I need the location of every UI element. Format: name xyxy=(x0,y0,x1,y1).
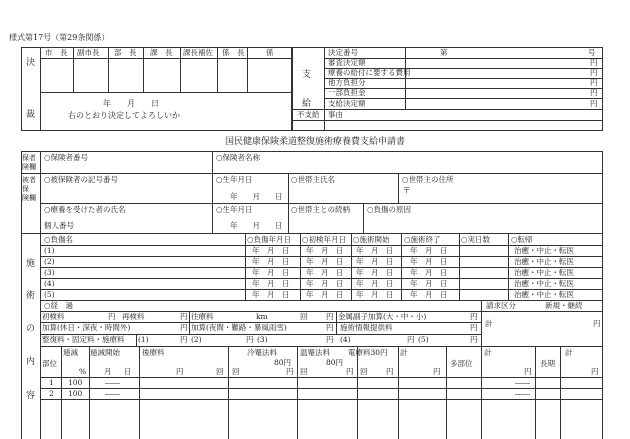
claim-category-label: 請求区分 xyxy=(486,301,516,310)
fee-label: 加算(休日・深夜・時間外) xyxy=(42,323,131,332)
injury-header-start: ○施術開始 xyxy=(353,235,390,244)
day-sub: 日 xyxy=(124,367,132,376)
detail-row-number: 1 xyxy=(49,378,54,387)
householder-name-label: ○世帯主氏名 xyxy=(291,175,336,184)
detail-row-dash: ―― xyxy=(515,389,530,398)
sejutsu-side-char: 容 xyxy=(26,391,36,401)
end-date: 年 月 日 xyxy=(410,268,448,277)
fee-total-unit: 円 xyxy=(593,319,601,328)
injury-header-end: ○施術終了 xyxy=(404,235,441,244)
patient-birth-date: 年 月 日 xyxy=(230,221,283,230)
sejutsu-side-char: 施 xyxy=(26,259,36,269)
detail-header-subtotal: 計 xyxy=(400,348,408,357)
detail-row-percent: 100 xyxy=(68,378,83,387)
fee-label: (5) xyxy=(418,335,429,344)
subtotal3-yen: 円 xyxy=(591,367,599,376)
detail-header-part: 部位 xyxy=(42,359,57,368)
form-id: 様式第17号（第29条関係） xyxy=(9,33,110,42)
fee-unit: 回 xyxy=(300,312,308,321)
subtotal-yen: 円 xyxy=(433,367,441,376)
detail-header-subtotal-3: 計 xyxy=(565,348,573,357)
insurer-name-label: ○保険者名称 xyxy=(216,153,261,162)
role-deputy-mayor: 副市長 xyxy=(77,48,100,57)
warm-80-unit: 80円 xyxy=(326,358,344,367)
role-director: 部 長 xyxy=(114,48,137,57)
role-unit-chief: 係 長 xyxy=(222,48,245,57)
cold-80-unit: 80円 xyxy=(274,358,292,367)
sejutsu-side-char: の xyxy=(26,324,36,334)
detail-row-dash: ―― xyxy=(515,378,530,387)
aftercare-yen: 円 xyxy=(176,367,184,376)
fee-label: (2) xyxy=(191,335,202,344)
injury-date: 年 月 日 xyxy=(252,246,290,255)
fee-label: 整復料・固定料・施療料 xyxy=(42,335,125,344)
fee-unit: 円 xyxy=(326,312,334,321)
postal-mark: 〒 xyxy=(403,186,411,195)
subtotal2-yen: 円 xyxy=(524,367,532,376)
outcome-options: 治癒・中止・転医 xyxy=(514,257,574,266)
role-mayor: 市 長 xyxy=(45,48,68,57)
detail-header-decrease-start: 逓減開始 xyxy=(90,348,120,357)
detail-header-aftercare: 後療料 xyxy=(142,348,165,357)
shikyu-row-label: 審査決定額 xyxy=(328,58,366,67)
outcome-options: 治癒・中止・転医 xyxy=(514,246,574,255)
shikyu-row-unit: 円 xyxy=(590,78,598,87)
start-date: 年 月 日 xyxy=(356,268,394,277)
end-date: 年 月 日 xyxy=(410,279,448,288)
detail-row-dash: ―― xyxy=(105,378,120,387)
fee-label: 往療料 xyxy=(191,312,214,321)
householder-address-label: ○世帯主の住所 xyxy=(402,175,454,184)
relation-label: ○世帯主との続柄 xyxy=(291,205,351,214)
detail-header-decrease: 逓減 xyxy=(63,348,78,357)
aftercare-kai: 回 xyxy=(216,367,224,376)
end-date: 年 月 日 xyxy=(410,257,448,266)
injury-header-date: ○負傷年月日 xyxy=(247,235,292,244)
insured-number-label: ○被保険者の記号番号 xyxy=(44,175,119,184)
fee-label: (3) xyxy=(257,335,268,344)
fee-label: (1) xyxy=(138,335,149,344)
fee-label: 加算(夜間・難路・暴風雨雪) xyxy=(191,323,287,332)
decision-number-prefix: 第 xyxy=(440,48,448,57)
form-title: 国民健康保険柔道整復施術療養費支給申請書 xyxy=(224,137,405,147)
warm-kai: 回 xyxy=(300,367,308,376)
fee-unit: 円 xyxy=(180,323,188,332)
injury-header-outcome: ○転帰 xyxy=(511,235,533,244)
fee-label: 金属副子加算(大・中・小) xyxy=(338,312,427,321)
detail-header-warm: 温罨法料 xyxy=(300,348,330,357)
shikyu-row-label: 支給決定額 xyxy=(328,99,366,108)
first-visit-date: 年 月 日 xyxy=(306,279,344,288)
fee-unit: 円 xyxy=(407,335,415,344)
injury-cause-label: ○負傷の原因 xyxy=(367,205,412,214)
first-visit-date: 年 月 日 xyxy=(306,246,344,255)
kessai-side-bottom: 裁 xyxy=(26,110,36,120)
detail-header-long-term: 長期 xyxy=(540,359,555,368)
fee-unit: 円 xyxy=(326,323,334,332)
fee-label: 再検料 xyxy=(122,312,145,321)
hihokensha-side: 被者 保 険欄 xyxy=(22,176,36,202)
injury-date: 年 月 日 xyxy=(252,290,290,299)
shikyu-side-2: 給 xyxy=(302,99,312,109)
detail-row-dash: ―― xyxy=(105,389,120,398)
injury-row-number: (4) xyxy=(44,279,55,288)
hokensha-side: 保者 険欄 xyxy=(22,154,36,171)
kessai-approval-text: 右のとおり決定してよろしいか xyxy=(68,111,180,120)
first-visit-date: 年 月 日 xyxy=(306,268,344,277)
claim-category-value: 新規・継続 xyxy=(545,301,583,310)
outcome-options: 治癒・中止・転医 xyxy=(514,279,574,288)
shikyu-row-unit: 円 xyxy=(590,88,598,97)
percent-sub: % xyxy=(79,367,87,376)
fee-unit: 円 xyxy=(326,335,334,344)
start-date: 年 月 日 xyxy=(356,257,394,266)
fee-unit: 円 xyxy=(180,312,188,321)
sejutsu-side-char: 内 xyxy=(26,357,36,367)
insured-birth-date: 年 月 日 xyxy=(230,192,283,201)
detail-row-percent: 100 xyxy=(68,389,83,398)
decision-number-suffix: 号 xyxy=(588,48,596,57)
patient-birth-label: ○生年月日 xyxy=(216,205,253,214)
individual-number-label: 個人番号 xyxy=(44,221,74,230)
injury-header-first-visit: ○初検年月日 xyxy=(302,235,347,244)
fee-unit: 円 xyxy=(470,335,478,344)
fee-label: 施術情報提供料 xyxy=(340,323,393,332)
role-staff: 係 xyxy=(266,48,274,57)
fee-unit: 円 xyxy=(470,312,478,321)
injury-row-number: (5) xyxy=(44,290,55,299)
injury-date: 年 月 日 xyxy=(252,268,290,277)
detail-header-cold: 冷罨法料 xyxy=(247,348,277,357)
first-visit-date: 年 月 日 xyxy=(306,257,344,266)
cold-kai: 回 xyxy=(232,367,240,376)
insurer-number-label: ○保険者番号 xyxy=(44,153,89,162)
fee-total-label: 計 xyxy=(485,319,493,328)
start-date: 年 月 日 xyxy=(356,290,394,299)
month-sub: 月 xyxy=(104,367,112,376)
end-date: 年 月 日 xyxy=(410,290,448,299)
injury-date: 年 月 日 xyxy=(252,279,290,288)
first-visit-date: 年 月 日 xyxy=(306,290,344,299)
injury-date: 年 月 日 xyxy=(252,257,290,266)
injury-row-number: (1) xyxy=(44,246,55,255)
electro-kai: 回 xyxy=(360,367,368,376)
sejutsu-side-char: 術 xyxy=(26,291,36,301)
detail-header-electro: 電療料30円 xyxy=(348,348,388,357)
injury-header-name: ○負傷名 xyxy=(44,235,74,244)
injury-header-days: ○実日数 xyxy=(461,235,491,244)
fee-unit: 円 xyxy=(108,312,116,321)
fee-unit: 円 xyxy=(180,335,188,344)
detail-header-subtotal-2: 計 xyxy=(484,348,492,357)
start-date: 年 月 日 xyxy=(356,246,394,255)
kessai-side-top: 決 xyxy=(26,58,36,68)
outcome-options: 治癒・中止・転医 xyxy=(514,290,574,299)
shikyu-row-label: 他方負担分 xyxy=(328,78,366,87)
electro-yen: 円 xyxy=(386,367,394,376)
shikyu-row-label: 療養の給付に要する費用 xyxy=(328,68,411,77)
warm-yen: 円 xyxy=(346,367,354,376)
fushikyu-reason: 事由 xyxy=(328,110,343,119)
outcome-options: 治癒・中止・転医 xyxy=(514,268,574,277)
shikyu-row-unit: 円 xyxy=(590,68,598,77)
detail-header-multi-part: 多部位 xyxy=(450,359,473,368)
start-date: 年 月 日 xyxy=(356,279,394,288)
patient-name-label: ○療養を受けた者の氏名 xyxy=(44,205,126,214)
role-section-chief: 課 長 xyxy=(150,48,173,57)
shikyu-row-unit: 円 xyxy=(590,99,598,108)
insured-birth-label: ○生年月日 xyxy=(216,175,253,184)
fee-unit: km xyxy=(256,312,268,321)
injury-row-number: (3) xyxy=(44,268,55,277)
fee-label: (4) xyxy=(340,335,351,344)
role-deputy-section-chief: 課長補佐 xyxy=(183,48,213,57)
decision-number-label: 決定番号 xyxy=(328,48,358,57)
shikyu-side-1: 支 xyxy=(302,70,312,80)
fee-unit: 円 xyxy=(246,335,254,344)
kessai-date: 年 月 日 xyxy=(103,99,159,108)
injury-row-number: (2) xyxy=(44,257,55,266)
end-date: 年 月 日 xyxy=(410,246,448,255)
fee-unit: 円 xyxy=(470,323,478,332)
detail-row-number: 2 xyxy=(49,389,54,398)
shikyu-row-label: 一部負担金 xyxy=(328,88,366,97)
cold-yen: 円 xyxy=(286,367,294,376)
progress-label: ○経 過 xyxy=(44,301,74,310)
shikyu-row-unit: 円 xyxy=(590,58,598,67)
fee-label: 初検料 xyxy=(42,312,65,321)
fushikyu-label: 不支給 xyxy=(297,110,320,119)
